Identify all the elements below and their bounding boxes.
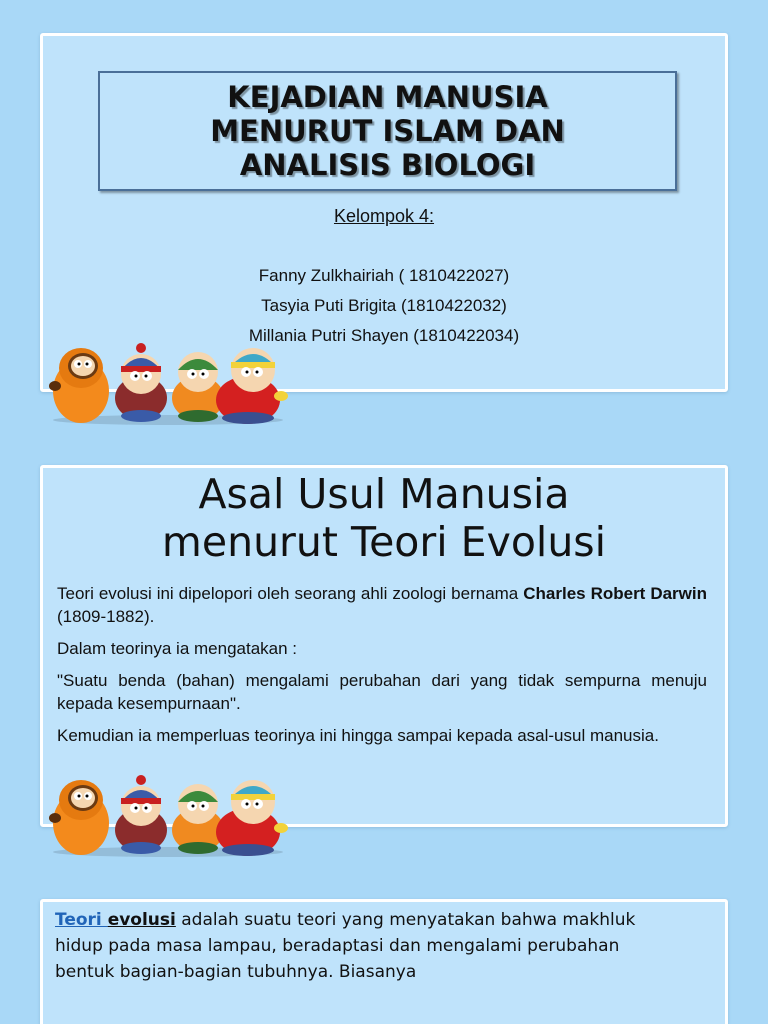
bold-name: Charles Robert Darwin (523, 584, 707, 603)
bold-term: evolusi (107, 910, 176, 930)
title-line: ANALISIS BIOLOGI (239, 148, 536, 182)
member-item: Fanny Zulkhairiah ( 1810422027) (258, 266, 510, 285)
title-line: MENURUT ISLAM DAN (210, 114, 565, 148)
slide-heading (43, 470, 725, 566)
paragraph-text: Teori evolusi ini dipelopori oleh seorang ahli zoologi bernama (57, 584, 524, 603)
cartman-figure (216, 780, 288, 856)
stan-figure (115, 343, 167, 422)
kyle-figure (172, 784, 224, 854)
paragraph-text: (1809-1882). (57, 607, 155, 626)
heading-line: menurut Teori Evolusi (161, 518, 607, 566)
kyle-figure (172, 352, 224, 422)
paragraph: Dalam teorinya ia mengatakan : (57, 639, 298, 658)
member-item: Millania Putri Shayen (1810422034) (248, 326, 520, 345)
title-box (98, 71, 677, 191)
heading-line: Asal Usul Manusia (198, 470, 570, 518)
slide-definition (40, 899, 728, 1024)
teori-link[interactable]: Teori (55, 910, 108, 930)
cartoon-characters-image (43, 336, 293, 426)
kenny-figure (49, 348, 109, 423)
member-item: Tasyia Puti Brigita (1810422032) (261, 296, 507, 315)
paragraph-text: adalah suatu teori yang menyatakan bahwa makhluk hidup pada masa lampau, beradaptasi dan mengalami perubahan bentuk bagian-bagian tubuhnya. Biasanya (55, 910, 636, 982)
kenny-figure (49, 780, 109, 855)
stan-figure (115, 775, 167, 854)
paragraph: Kemudian ia memperluas teorinya ini hingga sampai kepada asal-usul manusia. (57, 726, 659, 745)
group-label: Kelompok 4: (333, 206, 435, 226)
presentation-title (210, 80, 565, 182)
title-line: KEJADIAN MANUSIA (227, 80, 548, 114)
slide-evolution (40, 465, 728, 827)
quote-paragraph: "Suatu benda (bahan) mengalami perubahan dari yang tidak sempurna menuju kepada kesempurnaan". (57, 671, 707, 713)
cartman-figure (216, 348, 288, 424)
paragraph (57, 582, 707, 628)
slide-body (55, 907, 675, 985)
slide-title (40, 33, 728, 392)
slide-body (57, 582, 707, 756)
cartoon-characters-image (43, 768, 293, 858)
